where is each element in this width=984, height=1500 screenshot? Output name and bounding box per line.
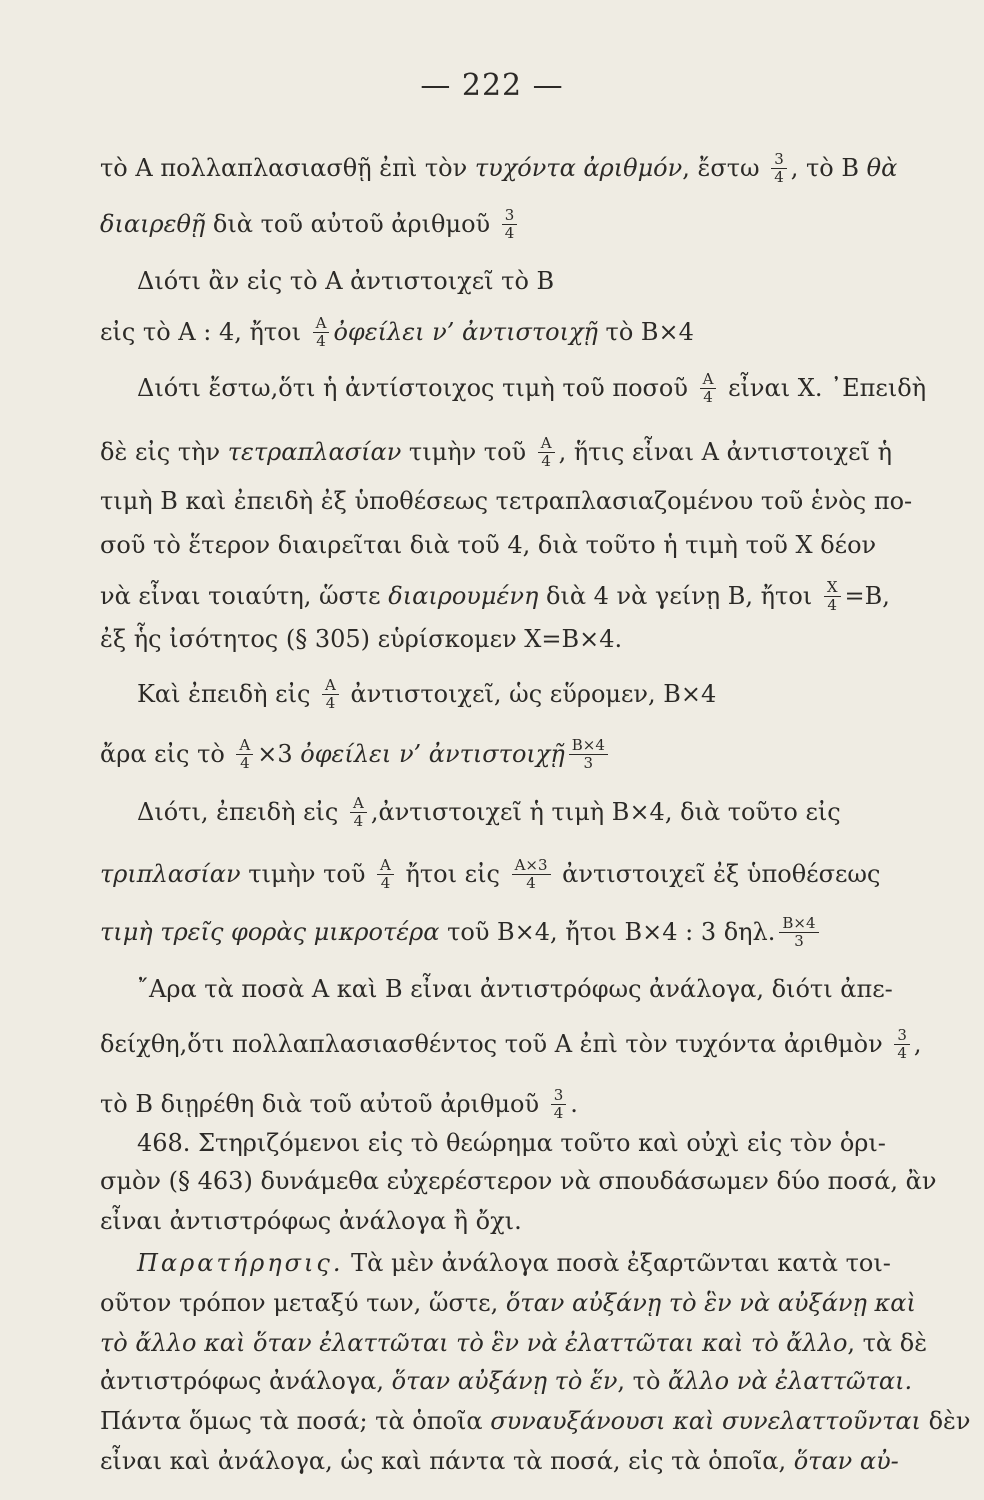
text-line: Διότι ἂν εἰς τὸ Α ἀντιστοιχεῖ τὸ Β [137, 267, 555, 295]
text-line: εἶναι καὶ ἀνάλογα, ὡς καὶ πάντα τὰ ποσά, εἰς τὰ ὁποῖα, ὅταν αὐ- [100, 1447, 899, 1475]
section-468-first-line: 468. Στηριζόμενοι εἰς τὸ θεώρημα τοῦτο καὶ οὐχὶ εἰς τὸν ὁρι- [137, 1129, 886, 1157]
text-line: εἶναι ἀντιστρόφως ἀνάλογα ἢ ὄχι. [100, 1207, 522, 1235]
fraction-A-4: $\frac{A}{4}$ [700, 371, 717, 406]
text-line: τὸ ἄλλο καὶ ὅταν ἐλαττῶται τὸ ἓν νὰ ἐλαττῶται καὶ τὸ ἄλλο, τὰ δὲ [100, 1329, 928, 1357]
fraction-A-4: $\frac{A}{4}$ [236, 737, 253, 772]
text-line: νὰ εἶναι τοιαύτη, ὥστε διαιρουμένη διὰ 4 νὰ γείνῃ Β, ἤτοι $\frac{X}{4}$ =Β, [100, 578, 890, 614]
page-number: — 222 — [420, 68, 564, 103]
fraction-A-4: $\frac{A}{4}$ [313, 315, 330, 350]
text-line: τριπλασίαν τιμὴν τοῦ $\frac{A}{4}$ ἤτοι εἰς $\frac{A\times 3}{4}$ ἀντιστοιχεῖ ἐξ ὑποθέσεως [100, 856, 881, 892]
text-line: σοῦ τὸ ἕτερον διαιρεῖται διὰ τοῦ 4, διὰ τοῦτο ἡ τιμὴ τοῦ Χ δέον [100, 531, 877, 559]
text-line: Διότι, ἐπειδὴ εἰς $\frac{A}{4}$ ,ἀντιστοιχεῖ ἡ τιμὴ Β×4, διὰ τοῦτο εἰς [137, 794, 841, 830]
text-line: τιμὴ Β καὶ ἐπειδὴ ἐξ ὑποθέσεως τετραπλασιαζομένου τοῦ ἑνὸς πο- [100, 487, 913, 515]
fraction-3-4: $\frac{3}{4}$ [771, 151, 787, 186]
fraction-A-4: $\frac{A}{4}$ [538, 435, 555, 470]
text-line: Καὶ ἐπειδὴ εἰς $\frac{A}{4}$ ἀντιστοιχεῖ, ὡς εὕρομεν, Β×4 [137, 676, 717, 712]
fraction-AX3-4: $\frac{A\times 3}{4}$ [512, 857, 551, 892]
text-line: τὸ Β διῃρέθη διὰ τοῦ αὐτοῦ ἀριθμοῦ $\frac{3}{4}$ . [100, 1086, 578, 1122]
text-line: σμὸν (§ 463) δυνάμεθα εὐχερέστερον νὰ σπουδάσωμεν δύο ποσά, ἂν [100, 1167, 937, 1195]
fraction-3-4: $\frac{3}{4}$ [894, 1027, 910, 1062]
fraction-A-4: $\frac{A}{4}$ [350, 795, 367, 830]
text-line: οῦτον τρόπον μεταξύ των, ὥστε, ὅταν αὐξάνῃ τὸ ἓν νὰ αὐξάνῃ καὶ [100, 1289, 916, 1317]
remark-heading: Παρατήρησις. [137, 1249, 344, 1277]
fraction-BX4-3: $\frac{B\times 4}{3}$ [779, 915, 818, 950]
text-line: ῎Αρα τὰ ποσὰ Α καὶ Β εἶναι ἀντιστρόφως ἀνάλογα, διότι ἀπε- [137, 975, 893, 1003]
text-line: διαιρεθῇ διὰ τοῦ αὐτοῦ ἀριθμοῦ $\frac{3}{4}$ [100, 208, 940, 243]
text-line: ἐξ ἧς ἰσότητος (§ 305) εὑρίσκομεν Χ=Β×4. [100, 625, 623, 653]
text-line: ἀντιστρόφως ἀνάλογα, ὅταν αὐξάνῃ τὸ ἕν, τὸ ἄλλο νὰ ἐλαττῶται. [100, 1367, 913, 1395]
fraction-3-4: $\frac{3}{4}$ [551, 1087, 567, 1122]
text-line: δείχθη,ὅτι πολλαπλασιασθέντος τοῦ Α ἐπὶ τὸν τυχόντα ἀριθμὸν $\frac{3}{4}$ , [100, 1026, 922, 1062]
fraction-BX4-3: $\frac{B\times 4}{3}$ [569, 737, 608, 772]
text-line: ἄρα εἰς τὸ $\frac{A}{4}$ ×3 ὀφείλει ν’ ἀντιστοιχῇ $\frac{B\times 4}{3}$ [100, 738, 940, 773]
text-line: Πάντα ὅμως τὰ ποσά; τὰ ὁποῖα συναυξάνουσι καὶ συνελαττοῦνται δὲν [100, 1407, 971, 1435]
fraction-X-4: $\frac{X}{4}$ [824, 579, 841, 614]
text-line: τιμὴ τρεῖς φορὰς μικροτέρα τοῦ Β×4, ἤτοι Β×4 : 3 δηλ. $\frac{B\times 4}{3}$ [100, 916, 940, 951]
text-line: Διότι ἔστω,ὅτι ἡ ἀντίστοιχος τιμὴ τοῦ ποσοῦ $\frac{A}{4}$ εἶναι Χ. ᾿Επειδὴ [137, 370, 927, 406]
fraction-A-4: $\frac{A}{4}$ [322, 677, 339, 712]
fraction-3-4: $\frac{3}{4}$ [502, 207, 518, 242]
fraction-A-4: $\frac{A}{4}$ [377, 857, 394, 892]
remark-heading-line: Παρατήρησις. Τὰ μὲν ἀνάλογα ποσὰ ἐξαρτῶνται κατὰ τοι- [137, 1249, 891, 1277]
text-line: τὸ Α πολλαπλασιασθῇ ἐπὶ τὸν τυχόντα ἀριθμόν, ἔστω $\frac{3}{4}$ , τὸ Β θὰ [100, 150, 898, 186]
text-line: εἰς τὸ Α : 4, ἤτοι $\frac{A}{4}$ ὀφείλει ν’ ἀντιστοιχῇ τὸ Β×4 [100, 314, 694, 350]
text-line: δὲ εἰς τὴν τετραπλασίαν τιμὴν τοῦ $\frac{A}{4}$ , ἥτις εἶναι Α ἀντιστοιχεῖ ἡ [100, 434, 893, 470]
